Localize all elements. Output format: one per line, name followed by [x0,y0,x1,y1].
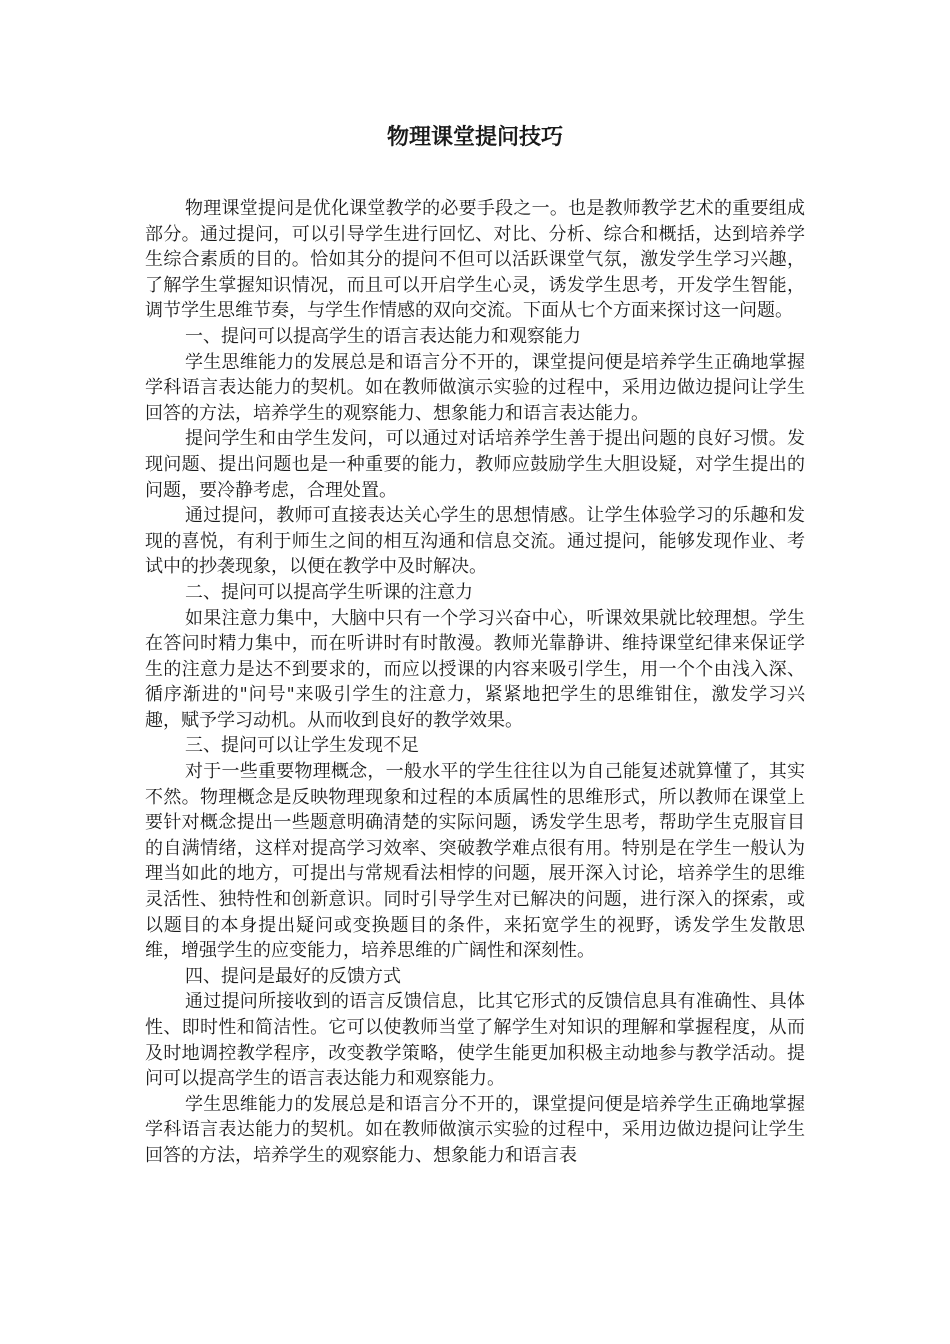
document-body [145,196,805,1169]
section-heading-3: 三、提问可以让学生发现不足 [185,735,419,757]
section-heading-2: 二、提问可以提高学生听课的注意力 [185,581,473,603]
paragraph: 如果注意力集中，大脑中只有一个学习兴奋中心，听课效果就比较理想。学生在答问时精力集中，而在听讲时有时散漫。教师光靠静讲、维持课堂纪律来保证学生的注意力是达不到要求的，而应以授课的内容来吸引学生，用一个个由浅入深、循序渐进的"问号"来吸引学生的注意力，紧紧地把学生的思维钳住，激发学习兴趣，赋予学习动机。从而收到良好的教学效果。 [145,607,805,731]
paragraph: 通过提问，教师可直接表达关心学生的思想情感。让学生体验学习的乐趣和发现的喜悦，有利于师生之间的相互沟通和信息交流。通过提问，能够发现作业、考试中的抄袭现象，以便在教学中及时解决。 [145,505,805,578]
section-heading-4: 四、提问是最好的反馈方式 [185,965,401,987]
paragraph: 提问学生和由学生发问，可以通过对话培养学生善于提出问题的良好习惯。发现问题、提出问题也是一种重要的能力，教师应鼓励学生大胆设疑，对学生提出的问题，要冷静考虑，合理处置。 [145,428,805,501]
document-title: 物理课堂提问技巧 [386,124,563,150]
paragraph: 对于一些重要物理概念，一般水平的学生往往以为自己能复述就算懂了，其实不然。物理概念是反映物理现象和过程的本质属性的思维形式，所以教师在课堂上要针对概念提出一些题意明确清楚的实际问题，诱发学生思考，帮助学生克服盲目的自满情绪，这样对提高学习效率、突破教学难点很有用。特别是在学生一般认为理当如此的地方，可提出与常规看法相悖的问题，展开深入讨论，培养学生的思维灵活性、独特性和创新意识。同时引导学生对已解决的问题，进行深入的探索，或以题目的本身提出疑问或变换题目的条件，来拓宽学生的视野，诱发学生发散思维，增强学生的应变能力，培养思维的广阔性和深刻性。 [145,761,805,962]
paragraph-intro: 物理课堂提问是优化课堂教学的必要手段之一。也是教师教学艺术的重要组成部分。通过提问，可以引导学生进行回忆、对比、分析、综合和概括，达到培养学生综合素质的目的。恰如其分的提问不但可以活跃课堂气氛，激发学生学习兴趣，了解学生掌握知识情况，而且可以开启学生心灵，诱发学生思考，开发学生智能，调节学生思维节奏，与学生作情感的双向交流。下面从七个方面来探讨这一问题。 [145,198,805,322]
paragraph: 学生思维能力的发展总是和语言分不开的，课堂提问便是培养学生正确地掌握学科语言表达能力的契机。如在教师做演示实验的过程中，采用边做边提问让学生回答的方法，培养学生的观察能力、想象能力和语言表达能力。 [145,351,805,424]
section-heading-1: 一、提问可以提高学生的语言表达能力和观察能力 [185,325,581,347]
paragraph: 学生思维能力的发展总是和语言分不开的，课堂提问便是培养学生正确地掌握学科语言表达能力的契机。如在教师做演示实验的过程中，采用边做边提问让学生回答的方法，培养学生的观察能力、想象能力和语言表 [145,1093,805,1166]
paragraph: 通过提问所接收到的语言反馈信息，比其它形式的反馈信息具有准确性、具体性、即时性和简洁性。它可以使教师当堂了解学生对知识的理解和掌握程度，从而及时地调控教学程序，改变教学策略，使学生能更加积极主动地参与教学活动。提问可以提高学生的语言表达能力和观察能力。 [145,991,805,1090]
